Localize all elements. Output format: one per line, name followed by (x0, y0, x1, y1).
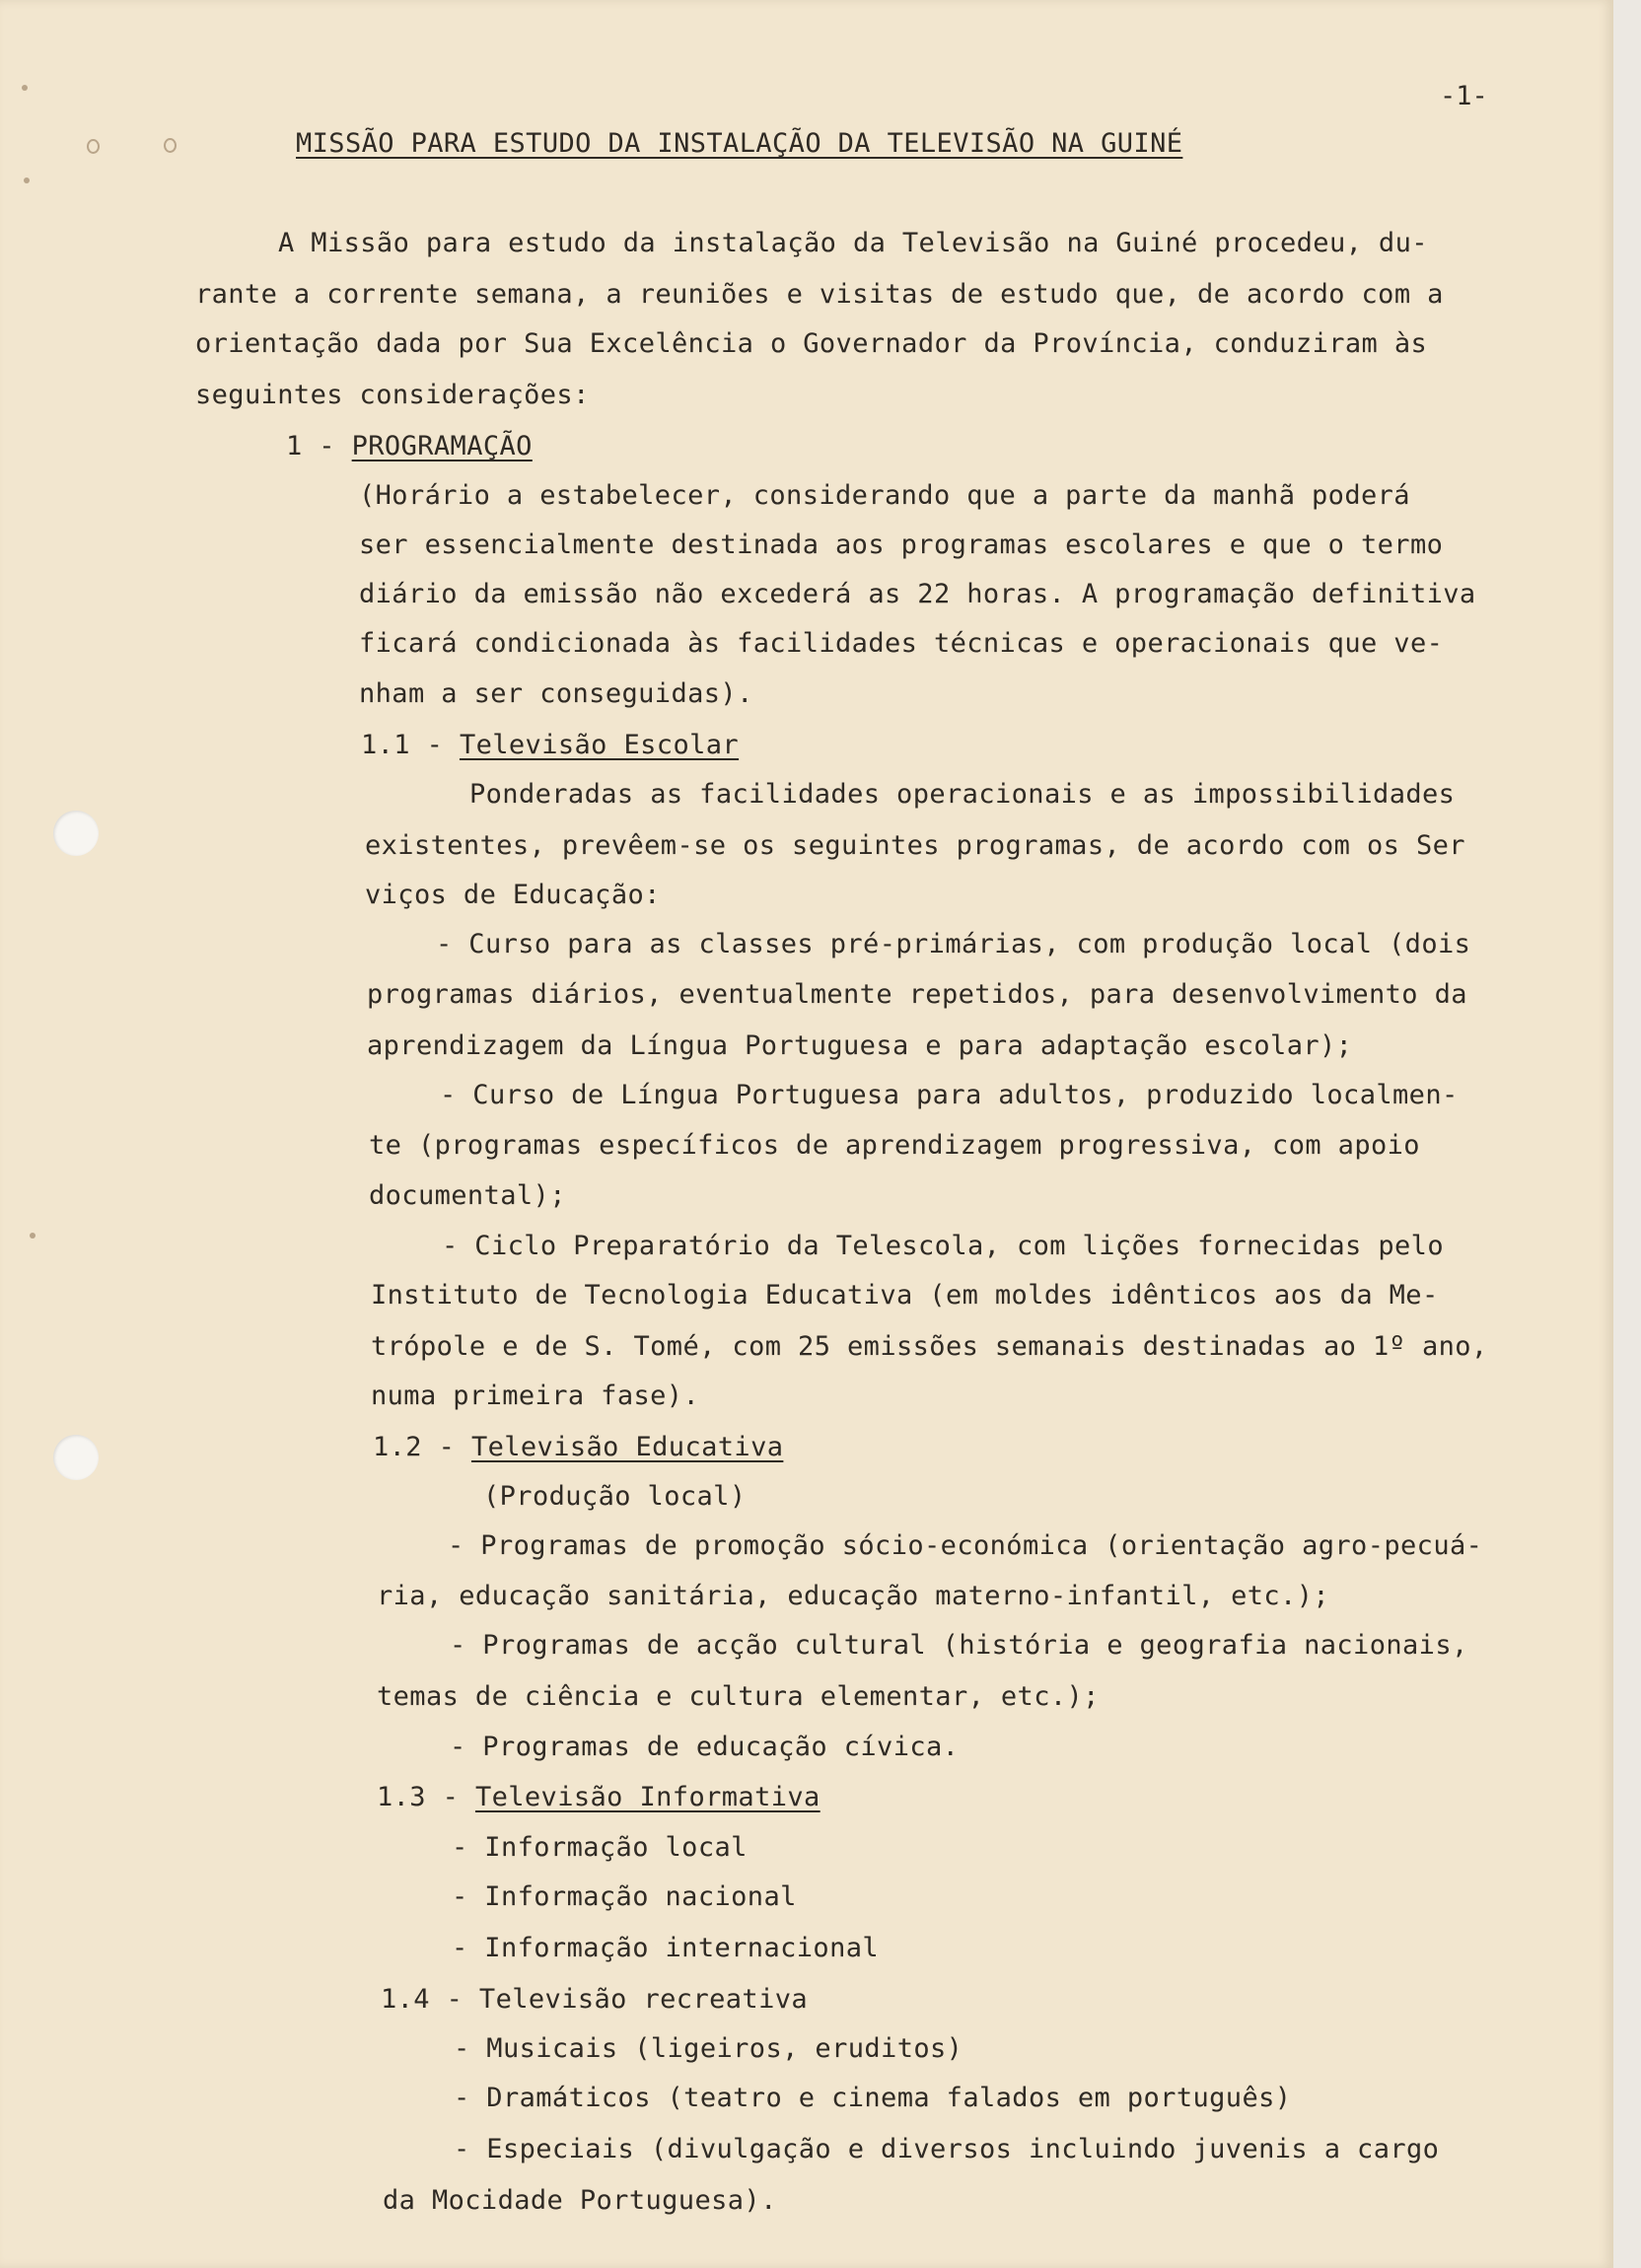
body-line: ficará condicionada às facilidades técnicas e operacionais que ve- (359, 628, 1444, 659)
intro-line: rante a corrente semana, a reuniões e visitas de estudo que, de acordo com a (195, 279, 1444, 310)
body-line: nham a ser conseguidas). (359, 678, 753, 709)
body-line: existentes, prevêem-se os seguintes programas, de acordo com os Ser (365, 830, 1465, 861)
body-line: ria, educação sanitária, educação materno-infantil, etc.); (377, 1581, 1330, 1611)
body-line: aprendizagem da Língua Portuguesa e para adaptação escolar); (367, 1030, 1353, 1061)
body-line: te (programas específicos de aprendizagem progressiva, com apoio (369, 1130, 1420, 1161)
paper-mark (164, 138, 177, 153)
page-edge (1613, 0, 1641, 2268)
subsection-title: Televisão Informativa (474, 1782, 820, 1812)
section-number: 1 - (286, 431, 352, 461)
body-line: viços de Educação: (365, 880, 661, 910)
body-line: diário da emissão não excederá as 22 horas. A programação definitiva (359, 579, 1476, 609)
body-line: temas de ciência e cultura elementar, etc.); (377, 1681, 1100, 1712)
list-item: - Ciclo Preparatório da Telescola, com lições fornecidas pelo (442, 1231, 1444, 1261)
body-line: ser essencialmente destinada aos programas escolares e que o termo (359, 530, 1444, 560)
list-item: - Programas de educação cívica. (450, 1732, 960, 1762)
list-item: - Informação internacional (452, 1933, 880, 1963)
body-line: (Produção local) (483, 1481, 747, 1512)
list-item: - Musicais (ligeiros, eruditos) (454, 2033, 963, 2064)
body-line: trópole e de S. Tomé, com 25 emissões semanais destinadas ao 1º ano, (371, 1331, 1488, 1362)
list-item: - Informação nacional (452, 1881, 797, 1912)
body-line: (Horário a estabelecer, considerando que a parte da manhã poderá (359, 480, 1410, 511)
document-title: MISSÃO PARA ESTUDO DA INSTALAÇÃO DA TELEVISÃO NA GUINÉ (296, 128, 1183, 159)
section-title: PROGRAMAÇÃO (351, 431, 533, 461)
intro-line: A Missão para estudo da instalação da Televisão na Guiné procedeu, du- (278, 228, 1428, 258)
list-item: - Programas de promoção sócio-económica (orientação agro-pecuá- (448, 1530, 1483, 1561)
subsection-number: 1.2 - (373, 1432, 471, 1462)
body-line: Ponderadas as facilidades operacionais e as impossibilidades (469, 779, 1456, 810)
subsection-heading (373, 1432, 783, 1463)
subsection-title: Televisão Escolar (459, 730, 740, 760)
list-item: - Programas de acção cultural (história e geografia nacionais, (450, 1630, 1468, 1661)
subsection-heading: 1.4 - Televisão recreativa (381, 1984, 809, 2015)
body-line: Instituto de Tecnologia Educativa (em moldes idênticos aos da Me- (371, 1280, 1439, 1311)
section-heading (286, 431, 533, 462)
punch-hole-lower (53, 1435, 99, 1480)
subsection-number: 1.1 - (361, 730, 460, 760)
list-item: - Especiais (divulgação e diversos incluindo juvenis a cargo (454, 2134, 1440, 2164)
list-item: - Dramáticos (teatro e cinema falados em português) (454, 2083, 1292, 2113)
list-item: - Curso para as classes pré-primárias, com produção local (dois (436, 929, 1471, 959)
body-line: documental); (369, 1180, 566, 1211)
subsection-number: 1.3 - (377, 1782, 475, 1812)
intro-line: seguintes considerações: (195, 380, 590, 410)
intro-line: orientação dada por Sua Excelência o Governador da Província, conduziram às (195, 328, 1428, 359)
body-line: programas diários, eventualmente repetidos, para desenvolvimento da (367, 979, 1467, 1010)
body-line: da Mocidade Portuguesa). (383, 2185, 777, 2216)
subsection-heading (377, 1782, 820, 1813)
paper-speck (24, 177, 30, 183)
subsection-heading (361, 730, 739, 761)
list-item: - Curso de Língua Portuguesa para adultos, produzido localmen- (440, 1080, 1459, 1110)
paper-speck (30, 1233, 36, 1239)
punch-hole-upper (53, 811, 99, 856)
subsection-title: Televisão Educativa (470, 1432, 784, 1462)
paper-speck (22, 85, 28, 91)
paper-mark (87, 139, 100, 154)
page-number: -1- (1440, 81, 1488, 111)
body-line: numa primeira fase). (371, 1381, 700, 1411)
list-item: - Informação local (452, 1832, 748, 1863)
